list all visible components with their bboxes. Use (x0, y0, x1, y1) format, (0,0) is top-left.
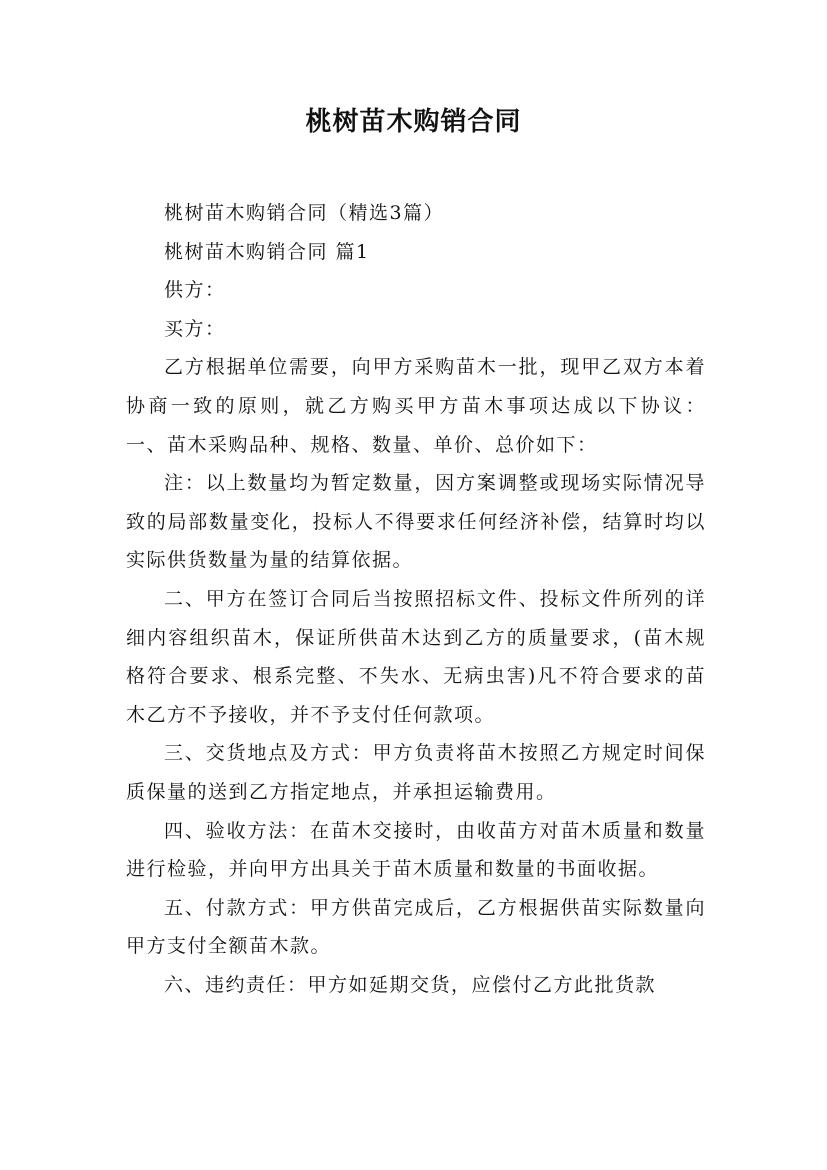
section-heading-paragraph: 桃树苗木购销合同 篇1 (164, 240, 370, 263)
clause-4-paragraph: 四、验收方法：在苗木交接时，由收苗方对苗木质量和数量进行检验，并向甲方出具关于苗木质量和数量的书面收据。 (126, 819, 706, 881)
document-title: 桃树苗木购销合同 (305, 107, 522, 137)
supplier-line: 供方： (164, 279, 226, 302)
clause-3-paragraph: 三、交货地点及方式：甲方负责将苗木按照乙方规定时间保质保量的送到乙方指定地点，并承担运输费用。 (126, 742, 706, 803)
buyer-line: 买方： (164, 317, 226, 340)
clause-2-paragraph: 二、甲方在签订合同后当按照招标文件、投标文件所列的详细内容组织苗木，保证所供苗木达到乙方的质量要求，(苗木规格符合要求、根系完整、不失水、无病虫害)凡不符合要求的苗木乙方不予接收，并不予支付任何款项。 (126, 587, 706, 726)
clause-6-paragraph: 六、违约责任：甲方如延期交货，应偿付乙方此批货款 (164, 973, 657, 996)
note-paragraph: 注：以上数量均为暂定数量，因方案调整或现场实际情况导致的局部数量变化，投标人不得要求任何经济补偿，结算时均以实际供货数量为量的结算依据。 (126, 472, 706, 572)
clause-5-paragraph: 五、付款方式：甲方供苗完成后，乙方根据供苗实际数量向甲方支付全额苗木款。 (126, 896, 706, 958)
document-body (126, 194, 706, 1004)
intro-paragraph: 乙方根据单位需要，向甲方采购苗木一批，现甲乙双方本着协商一致的原则，就乙方购买甲方苗木事项达成以下协议： 一、苗木采购品种、规格、数量、单价、总价如下： (126, 356, 706, 456)
subtitle-paragraph: 桃树苗木购销合同（精选3篇） (164, 202, 445, 224)
